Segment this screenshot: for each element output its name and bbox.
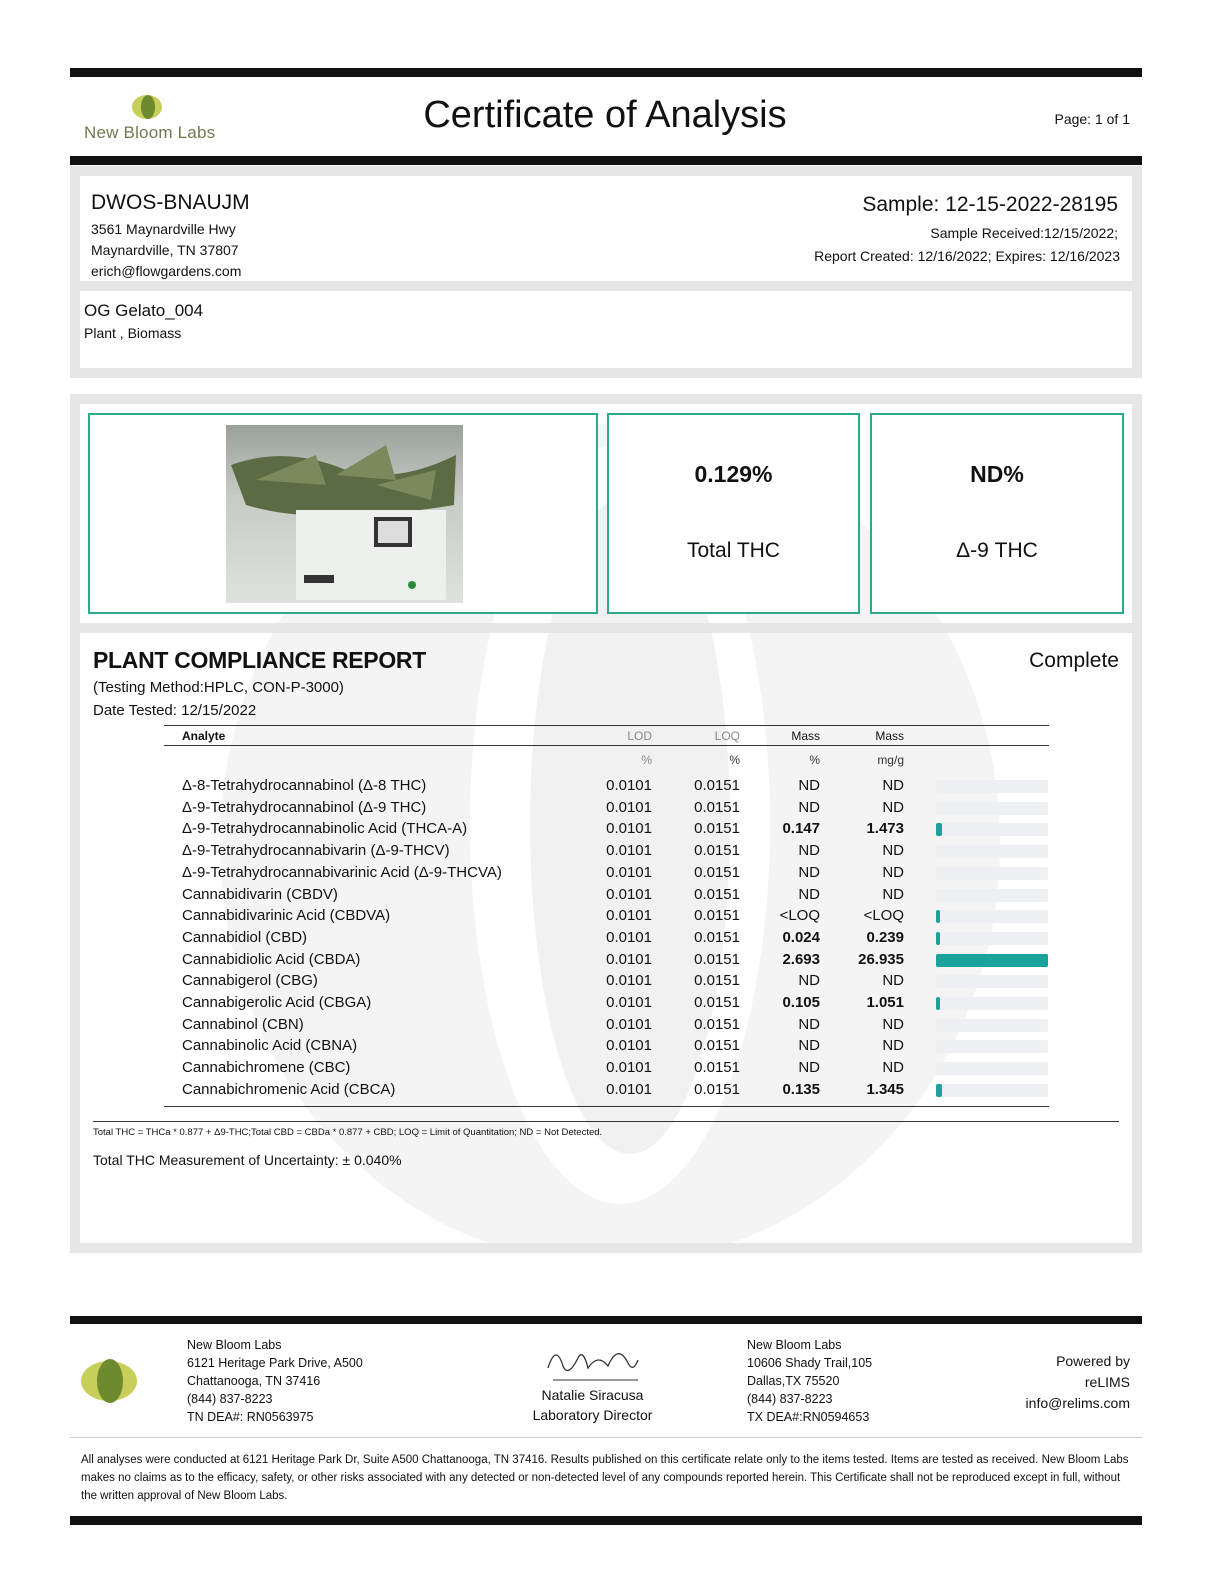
section-divider [80, 623, 1132, 633]
analyte-name: Cannabidivarin (CBDV) [182, 885, 338, 903]
report-status: Complete [1029, 649, 1119, 672]
loq-value: 0.0151 [694, 885, 740, 903]
footnote: Total THC = THCa * 0.877 + Δ9-THC;Total CBD = CBDa * 0.877 + CBD; LOQ = Limit of Quantitation; ND = Not Detected. [93, 1127, 603, 1138]
lod-value: 0.0101 [606, 950, 652, 968]
top-rule [70, 68, 1142, 77]
lab2-address [747, 1336, 872, 1426]
mass-bar-track [936, 1019, 1048, 1032]
mass-bar-track [936, 780, 1048, 793]
table-bottom-rule [164, 1106, 1049, 1107]
mass-bar-track [936, 845, 1048, 858]
powered-line: Powered by [1056, 1353, 1130, 1369]
lab-logo [84, 90, 224, 146]
mass-mg-value: ND [882, 972, 904, 990]
lab1-line: New Bloom Labs [187, 1338, 282, 1352]
table-row [80, 972, 1132, 994]
leaf-sample-image-icon [226, 425, 463, 603]
director-name: Natalie Siracusa [541, 1387, 644, 1403]
mass-mg-value: ND [882, 885, 904, 903]
footer-logo-icon [80, 1357, 140, 1405]
loq-value: 0.0151 [694, 994, 740, 1011]
signature-icon [538, 1338, 648, 1384]
mass-mg-value: 1.051 [866, 994, 904, 1011]
loq-value: 0.0151 [694, 1015, 740, 1033]
sample-number: Sample: 12-15-2022-28195 [862, 193, 1118, 216]
header-rule [70, 156, 1142, 165]
table-row [80, 799, 1132, 821]
lod-value: 0.0101 [606, 777, 652, 794]
mass-pct-value: 0.024 [782, 928, 820, 946]
lod-value: 0.0101 [606, 1059, 652, 1077]
table-row [80, 886, 1132, 908]
analyte-name: Cannabidiol (CBD) [182, 928, 308, 946]
mass-bar-track [936, 1084, 1048, 1097]
lab1-line: Chattanooga, TN 37416 [187, 1374, 321, 1388]
lod-value: 0.0101 [606, 842, 652, 860]
mass-bar-fill [936, 1084, 942, 1097]
table-row [80, 842, 1132, 864]
mass-bar-track [936, 802, 1048, 815]
analyte-table [80, 777, 1132, 1117]
sample-photo-tile [88, 413, 598, 614]
mass-bar-track [936, 1040, 1048, 1053]
loq-value: 0.0151 [694, 1059, 740, 1077]
unit-mass-mg: mg/g [877, 753, 904, 767]
analyte-name: Cannabinol (CBN) [182, 1015, 304, 1033]
loq-value: 0.0151 [694, 842, 740, 860]
leaf-logo-icon [84, 90, 224, 122]
mass-mg-value: ND [882, 777, 904, 794]
lab1-line: 6121 Heritage Park Drive, A500 [187, 1356, 363, 1370]
bottom-rule [70, 1516, 1142, 1525]
d9-thc-value: ND% [970, 461, 1024, 487]
unit-mass-pct: % [809, 753, 820, 767]
disclaimer: All analyses were conducted at 6121 Heritage Park Dr, Suite A500 Chattanooga, TN 37416. Results published on this certificate relate only to the items tested. Items are tested as received. New Bloom Labs makes no claims as to the efficacy, safety, or other risks associated with any detected or non-detected level of any compounds reported herein. This Certificate shall not be reproduced except in full, without the written approval of New Bloom Labs. [81, 1454, 1129, 1502]
total-thc-value: 0.129% [694, 461, 773, 487]
table-row [80, 929, 1132, 951]
mass-bar-track [936, 997, 1048, 1010]
mass-bar-track [936, 823, 1048, 836]
header-analyte: Analyte [182, 729, 226, 743]
loq-value: 0.0151 [694, 950, 740, 968]
powered-line: reLIMS [1084, 1374, 1130, 1390]
analyte-name: Δ-8-Tetrahydrocannabinol (Δ-8 THC) [182, 777, 427, 794]
client-id: DWOS-BNAUJM [91, 191, 250, 214]
d9-thc-tile [870, 413, 1124, 614]
table-row [80, 994, 1132, 1016]
table-row [80, 820, 1132, 842]
compliance-report [80, 633, 1132, 1243]
lab1-line: TN DEA#: RN0563975 [187, 1410, 314, 1424]
mass-pct-value: 2.693 [782, 950, 820, 968]
lod-value: 0.0101 [606, 972, 652, 990]
uncertainty: Total THC Measurement of Uncertainty: ± 0.040% [93, 1152, 402, 1168]
lod-value: 0.0101 [606, 928, 652, 946]
loq-value: 0.0151 [694, 820, 740, 838]
lab1-address [187, 1336, 363, 1426]
mass-pct-value: ND [798, 885, 820, 903]
sample-received: Sample Received:12/15/2022; [930, 225, 1118, 241]
table-row [80, 864, 1132, 886]
header-mass-mg: Mass [875, 729, 904, 743]
product-panel [80, 291, 1132, 368]
mass-mg-value: ND [882, 863, 904, 881]
client-info-panel [80, 176, 1132, 281]
analyte-name: Δ-9-Tetrahydrocannabivarin (Δ-9-THCV) [182, 842, 450, 860]
lod-value: 0.0101 [606, 1080, 652, 1098]
analyte-name: Cannabigerol (CBG) [182, 972, 318, 990]
lab2-line: New Bloom Labs [747, 1338, 842, 1352]
mass-pct-value: ND [798, 863, 820, 881]
page-title: Certificate of Analysis [423, 94, 787, 136]
header-lod: LOD [627, 729, 652, 743]
table-row [80, 1037, 1132, 1059]
footer-divider [70, 1437, 1142, 1438]
lod-value: 0.0101 [606, 907, 652, 925]
loq-value: 0.0151 [694, 777, 740, 794]
table-header-top-rule [164, 725, 1049, 726]
lod-value: 0.0101 [606, 994, 652, 1011]
mass-pct-value: 0.147 [782, 820, 820, 838]
mass-pct-value: ND [798, 842, 820, 860]
results-section [70, 394, 1142, 1253]
loq-value: 0.0151 [694, 863, 740, 881]
mass-mg-value: ND [882, 798, 904, 816]
loq-value: 0.0151 [694, 907, 740, 925]
analyte-name: Δ-9-Tetrahydrocannabinol (Δ-9 THC) [182, 798, 427, 816]
mass-mg-value: ND [882, 1037, 904, 1055]
product-type: Plant , Biomass [84, 325, 182, 341]
mass-bar-fill [936, 997, 940, 1010]
powered-email: info@relims.com [1025, 1395, 1130, 1411]
lab2-line: (844) 837-8223 [747, 1392, 833, 1406]
mass-bar-fill [936, 932, 940, 945]
table-row [80, 1081, 1132, 1103]
mass-pct-value: ND [798, 798, 820, 816]
mass-pct-value: ND [798, 1059, 820, 1077]
analyte-name: Δ-9-Tetrahydrocannabinolic Acid (THCA-A) [182, 820, 468, 838]
client-section [70, 166, 1142, 378]
analyte-name: Cannabichromenic Acid (CBCA) [182, 1080, 396, 1098]
mass-pct-value: 0.135 [782, 1080, 820, 1098]
mass-pct-value: ND [798, 1015, 820, 1033]
mass-mg-value: 1.473 [866, 820, 904, 838]
client-address1: 3561 Maynardville Hwy [91, 221, 236, 237]
analyte-name: Cannabigerolic Acid (CBGA) [182, 994, 372, 1011]
report-dates: Report Created: 12/16/2022; Expires: 12/16/2023 [814, 248, 1120, 264]
director-block [520, 1338, 665, 1423]
unit-lod: % [641, 753, 652, 767]
mass-bar-fill [936, 910, 940, 923]
mass-bar-track [936, 954, 1048, 967]
report-title: PLANT COMPLIANCE REPORT [93, 647, 426, 673]
lab1-line: (844) 837-8223 [187, 1392, 273, 1406]
analyte-name: Cannabichromene (CBC) [182, 1059, 351, 1077]
loq-value: 0.0151 [694, 1080, 740, 1098]
mass-bar-track [936, 910, 1048, 923]
d9-thc-label: Δ-9 THC [956, 539, 1038, 562]
analyte-name: Cannabidivarinic Acid (CBDVA) [182, 907, 391, 925]
table-row [80, 1059, 1132, 1081]
mass-bar-track [936, 889, 1048, 902]
client-address2: Maynardville, TN 37807 [91, 242, 239, 258]
analyte-name: Cannabinolic Acid (CBNA) [182, 1037, 358, 1055]
mass-bar-fill [936, 823, 942, 836]
table-row [80, 777, 1132, 799]
mass-mg-value: ND [882, 1015, 904, 1033]
table-row [80, 907, 1132, 929]
mass-mg-value: 0.239 [866, 928, 904, 946]
loq-value: 0.0151 [694, 1037, 740, 1055]
product-name: OG Gelato_004 [84, 301, 204, 320]
loq-value: 0.0151 [694, 798, 740, 816]
mass-pct-value: <LOQ [779, 907, 820, 925]
lod-value: 0.0101 [606, 798, 652, 816]
lod-value: 0.0101 [606, 863, 652, 881]
lab2-line: Dallas,TX 75520 [747, 1374, 840, 1388]
testing-method: (Testing Method:HPLC, CON-P-3000) [93, 679, 344, 696]
powered-by [990, 1351, 1130, 1414]
mass-bar-track [936, 867, 1048, 880]
analyte-name: Cannabidiolic Acid (CBDA) [182, 950, 361, 968]
unit-loq: % [729, 753, 740, 767]
mass-pct-value: ND [798, 1037, 820, 1055]
mass-mg-value: 26.935 [858, 950, 904, 968]
total-thc-label: Total THC [687, 539, 780, 562]
mass-pct-value: ND [798, 972, 820, 990]
client-email: erich@flowgardens.com [91, 263, 242, 279]
mass-bar-fill [936, 954, 1048, 967]
loq-value: 0.0151 [694, 972, 740, 990]
footer-rule [70, 1316, 1142, 1324]
header-loq: LOQ [714, 729, 740, 743]
table-row [80, 951, 1132, 973]
footnote-rule [93, 1121, 1119, 1122]
mass-bar-track [936, 932, 1048, 945]
page-number: Page: 1 of 1 [1054, 111, 1130, 127]
mass-bar-track [936, 975, 1048, 988]
mass-pct-value: 0.105 [782, 994, 820, 1011]
lod-value: 0.0101 [606, 1037, 652, 1055]
mass-pct-value: ND [798, 777, 820, 794]
mass-mg-value: ND [882, 1059, 904, 1077]
table-row [80, 1016, 1132, 1038]
mass-mg-value: 1.345 [866, 1080, 904, 1098]
date-tested: Date Tested: 12/15/2022 [93, 702, 257, 719]
lab2-line: TX DEA#:RN0594653 [747, 1410, 870, 1424]
lod-value: 0.0101 [606, 820, 652, 838]
total-thc-tile [607, 413, 860, 614]
lab2-line: 10606 Shady Trail,105 [747, 1356, 873, 1370]
mass-mg-value: ND [882, 842, 904, 860]
mass-mg-value: <LOQ [863, 907, 904, 925]
director-title: Laboratory Director [532, 1407, 653, 1423]
table-header-rule [164, 745, 1049, 746]
sample-photo [226, 425, 463, 603]
mass-bar-track [936, 1062, 1048, 1075]
analyte-name: Δ-9-Tetrahydrocannabivarinic Acid (Δ-9-THCVA) [182, 863, 502, 881]
lod-value: 0.0101 [606, 1015, 652, 1033]
results-inner [80, 404, 1132, 1243]
lab-name: New Bloom Labs [84, 123, 216, 142]
loq-value: 0.0151 [694, 928, 740, 946]
header-mass-pct: Mass [791, 729, 820, 743]
lod-value: 0.0101 [606, 885, 652, 903]
